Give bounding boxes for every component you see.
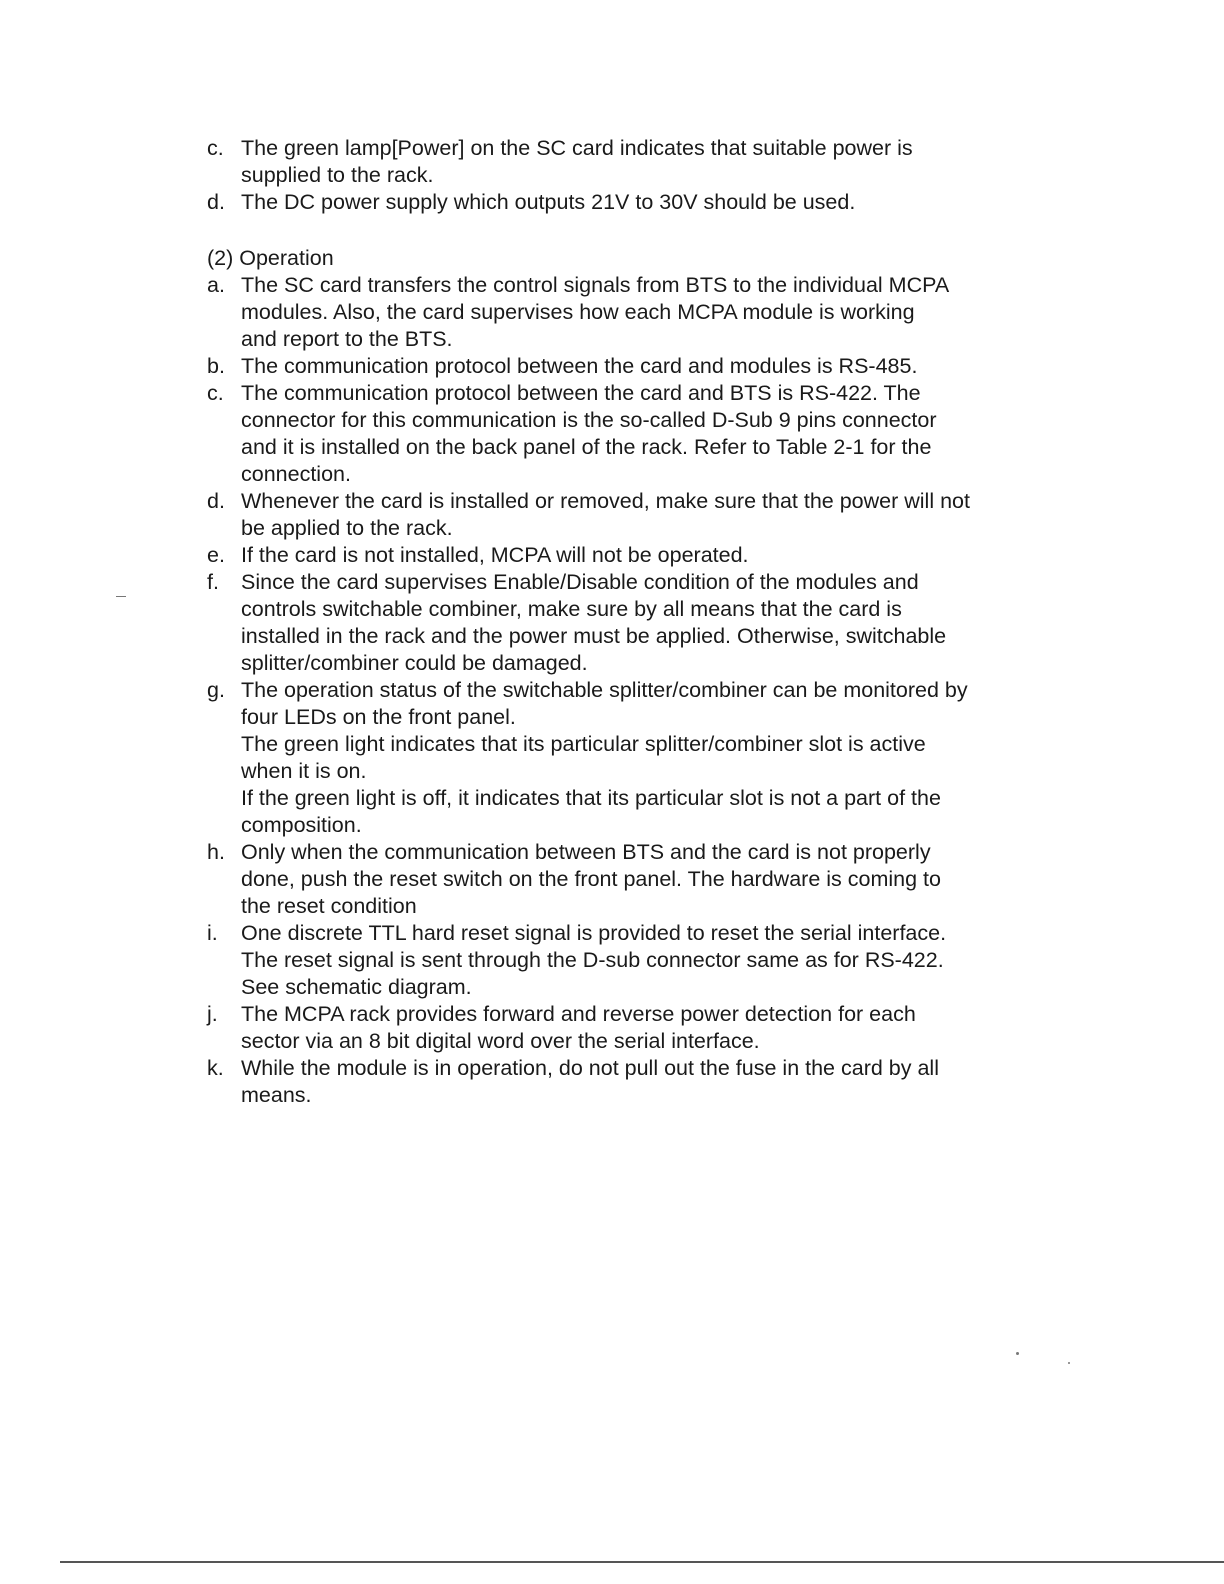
item-line: Since the card supervises Enable/Disable condition of the modules and [241,570,919,594]
item-line: The green lamp[Power] on the SC card indicates that suitable power is [241,136,913,160]
item-marker: j. [207,1002,218,1026]
item-marker: a. [207,273,225,297]
list-item [207,839,1067,920]
item-line: and report to the BTS. [241,327,453,351]
item-line: controls switchable combiner, make sure by all means that the card is [241,597,902,621]
item-line: modules. Also, the card supervises how each MCPA module is working [241,300,915,324]
list-item [207,135,1067,189]
list-item [207,1001,1067,1055]
item-line: While the module is in operation, do not pull out the fuse in the card by all [241,1056,939,1080]
operation-section [207,245,1067,1109]
item-line: the reset condition [241,894,417,918]
item-line: when it is on. [241,759,367,783]
item-line: One discrete TTL hard reset signal is provided to reset the serial interface. [241,921,947,945]
item-marker: c. [207,381,224,405]
item-line: Only when the communication between BTS and the card is not properly [241,840,931,864]
item-marker: i. [207,921,218,945]
item-marker: h. [207,840,225,864]
item-line: The green light indicates that its particular splitter/combiner slot is active [241,732,926,756]
list-item [207,569,1067,677]
item-line: sector via an 8 bit digital word over the serial interface. [241,1029,760,1053]
item-marker: c. [207,136,224,160]
list-item [207,1055,1067,1109]
item-marker: e. [207,543,225,567]
item-marker: k. [207,1056,224,1080]
item-line: connection. [241,462,351,486]
item-marker: b. [207,354,225,378]
item-line: be applied to the rack. [241,516,453,540]
item-line: four LEDs on the front panel. [241,705,516,729]
item-line: Whenever the card is installed or removed, make sure that the power will not [241,489,970,513]
item-marker: f. [207,570,219,594]
item-line: connector for this communication is the so-called D-Sub 9 pins connector [241,408,937,432]
section-heading: (2) Operation [207,246,334,270]
scan-speck [1016,1352,1019,1355]
item-line: The communication protocol between the card and modules is RS-485. [241,354,918,378]
item-line: and it is installed on the back panel of the rack. Refer to Table 2-1 for the [241,435,932,459]
scan-speck [1068,1362,1070,1364]
list-item [207,189,1067,216]
bottom-rule [60,1561,1224,1563]
intro-list [207,135,1067,216]
item-line: The communication protocol between the card and BTS is RS-422. The [241,381,921,405]
item-line: The SC card transfers the control signals from BTS to the individual MCPA [241,273,950,297]
item-line: The reset signal is sent through the D-sub connector same as for RS-422. [241,948,944,972]
list-item [207,380,1067,488]
item-line: The MCPA rack provides forward and reverse power detection for each [241,1002,916,1026]
item-line: composition. [241,813,362,837]
list-item [207,542,1067,569]
item-line: means. [241,1083,312,1107]
list-item [207,677,1067,839]
list-item [207,920,1067,1001]
scan-speck [116,596,126,597]
item-line: See schematic diagram. [241,975,472,999]
item-line: done, push the reset switch on the front panel. The hardware is coming to [241,867,941,891]
item-line: supplied to the rack. [241,163,434,187]
item-marker: d. [207,489,225,513]
item-line: If the green light is off, it indicates that its particular slot is not a part of the [241,786,941,810]
item-marker: g. [207,678,225,702]
item-line: splitter/combiner could be damaged. [241,651,588,675]
item-line: installed in the rack and the power must be applied. Otherwise, switchable [241,624,947,648]
list-item [207,488,1067,542]
item-line: The operation status of the switchable splitter/combiner can be monitored by [241,678,968,702]
list-item [207,353,1067,380]
list-item [207,272,1067,353]
item-marker: d. [207,190,225,214]
item-line: The DC power supply which outputs 21V to 30V should be used. [241,190,856,214]
item-line: If the card is not installed, MCPA will not be operated. [241,543,749,567]
